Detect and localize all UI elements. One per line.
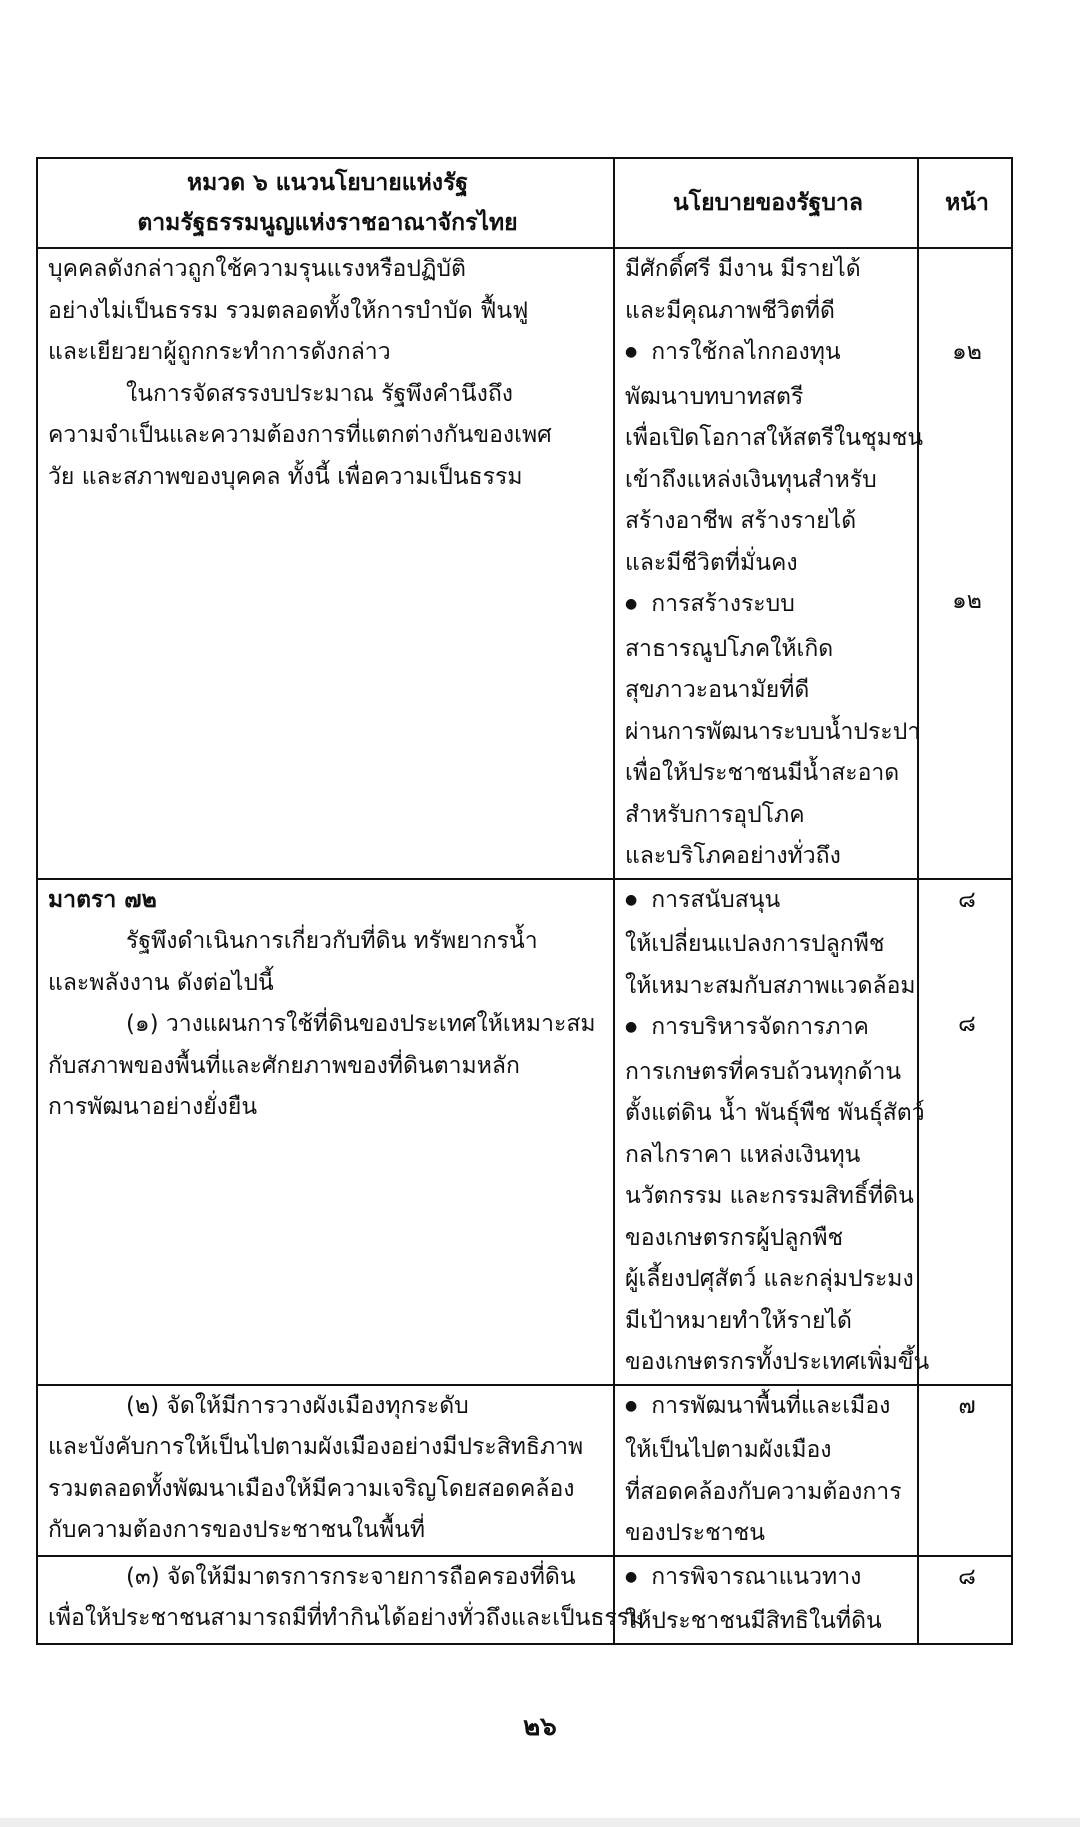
text-line: กลไกราคา แหล่งเงินทุน — [625, 1141, 861, 1168]
text-line: ให้เป็นไปตามผังเมือง — [625, 1437, 832, 1463]
constitution-cell — [37, 879, 614, 1385]
text-line: วัย และสภาพของบุคคล ทั้งนี้ เพื่อความเป็นธรรม — [48, 463, 523, 490]
text-line: ความจำเป็นและความต้องการที่แตกต่างกันของเพศ — [48, 422, 552, 448]
text-line: ให้เหมาะสมกับสภาพแวดล้อม — [625, 972, 916, 999]
page-ref: ๘ — [958, 886, 976, 913]
text-line: สำหรับการอุปโภค — [625, 801, 805, 828]
text-line: รัฐพึงดำเนินการเกี่ยวกับที่ดิน ทรัพยากรน้ำ — [126, 928, 538, 954]
header-policy: นโยบายของรัฐบาล — [614, 158, 918, 248]
text-line: ผ่านการพัฒนาระบบน้ำประปา — [625, 718, 921, 745]
policy-table — [36, 157, 1013, 1645]
text-line: มีศักดิ์ศรี มีงาน มีรายได้ — [625, 256, 861, 282]
bullet-item: ● การพัฒนาพื้นที่และเมือง — [625, 1386, 911, 1431]
text-line: สร้างอาชีพ สร้างรายได้ — [625, 508, 857, 534]
text-line: และมีคุณภาพชีวิตที่ดี — [625, 297, 835, 324]
text-line: เพื่อให้ประชาชนสามารถมีที่ทำกินได้อย่างทั่วถึงและเป็นธรรม — [48, 1605, 645, 1631]
page-ref: ๘ — [958, 1011, 976, 1037]
header-col1-line1: หมวด ๖ แนวนโยบายแห่งรัฐ — [186, 170, 469, 196]
text-line: อย่างไม่เป็นธรรม รวมตลอดทั้งให้การบำบัด ฟื้นฟู — [48, 297, 529, 324]
text-line: และบังคับการให้เป็นไปตามผังเมืองอย่างมีประสิทธิภาพ — [48, 1434, 584, 1460]
header-page: หน้า — [918, 158, 1012, 248]
constitution-cell — [37, 248, 614, 879]
text-line: นวัตกรรม และกรรมสิทธิ์ที่ดิน — [625, 1183, 914, 1209]
page-ref-cell — [918, 879, 1012, 1385]
text-line: มีเป้าหมายทำให้รายได้ — [625, 1307, 852, 1334]
table-row — [37, 879, 1012, 1385]
page-number: ๒๖ — [523, 1712, 557, 1742]
text-line: ของประชาชน — [625, 1520, 765, 1546]
header-constitution — [37, 158, 614, 248]
text-line: ผู้เลี้ยงปศุสัตว์ และกลุ่มประมง — [625, 1266, 914, 1292]
bullet-item: ● การใช้กลไกกองทุน — [625, 332, 911, 377]
text-line: สุขภาวะอนามัยที่ดี — [625, 677, 810, 703]
text-line: การเกษตรที่ครบถ้วนทุกด้าน — [625, 1058, 902, 1085]
bullet-item: ● การสนับสนุน — [625, 880, 911, 925]
policy-cell — [614, 1385, 918, 1556]
text-line: สาธารณูปโภคให้เกิด — [625, 635, 834, 662]
text-line: และพลังงาน ดังต่อไปนี้ — [48, 969, 274, 996]
text-line: ของเกษตรกรทั้งประเทศเพิ่มขึ้น — [625, 1349, 930, 1375]
text-line: รวมตลอดทั้งพัฒนาเมืองให้มีความเจริญโดยสอดคล้อง — [48, 1475, 575, 1502]
page-ref-cell — [918, 248, 1012, 879]
page-ref: ๑๒ — [952, 339, 982, 365]
text-line: การพัฒนาอย่างยั่งยืน — [48, 1094, 258, 1120]
text-line: บุคคลดังกล่าวถูกใช้ความรุนแรงหรือปฏิบัติ — [48, 256, 466, 282]
text-line: เพื่อเปิดโอกาสให้สตรีในชุมชน — [625, 425, 924, 451]
text-line: และมีชีวิตที่มั่นคง — [625, 549, 798, 576]
policy-cell — [614, 879, 930, 1385]
policy-cell — [614, 1556, 918, 1644]
table-row — [37, 1556, 1012, 1644]
text-line: และบริโภคอย่างทั่วถึง — [625, 843, 841, 869]
text-line: ของเกษตรกรผู้ปลูกพืช — [625, 1224, 844, 1251]
text-line: ที่สอดคล้องกับความต้องการ — [625, 1478, 902, 1505]
text-line: ตั้งแต่ดิน น้ำ พันธุ์พืช พันธุ์สัตว์ — [625, 1100, 925, 1126]
text-line: กับความต้องการของประชาชนในพื้นที่ — [48, 1517, 426, 1543]
text-line: (๑) วางแผนการใช้ที่ดินของประเทศให้เหมาะสม — [126, 1011, 596, 1037]
text-line: ให้ประชาชนมีสิทธิในที่ดิน — [625, 1608, 882, 1634]
text-line: (๓) จัดให้มีมาตรการกระจายการถือครองที่ดิน — [126, 1563, 576, 1590]
page-ref: ๘ — [958, 1563, 976, 1590]
text-line: พัฒนาบทบาทสตรี — [625, 383, 804, 410]
policy-cell — [614, 248, 924, 879]
bullet-item: ● การสร้างระบบ — [625, 584, 911, 629]
text-line: ให้เปลี่ยนแปลงการปลูกพืช — [625, 931, 885, 957]
table-row — [37, 248, 1012, 879]
page-ref-cell — [918, 1385, 1012, 1556]
bullet-item: ● การพิจารณาแนวทาง — [625, 1557, 911, 1602]
constitution-cell — [37, 1385, 614, 1556]
section-heading: มาตรา ๗๒ — [48, 886, 157, 913]
page-ref: ๗ — [958, 1392, 976, 1419]
page-bottom-edge — [0, 1818, 1080, 1827]
text-line: กับสภาพของพื้นที่และศักยภาพของที่ดินตามหลัก — [48, 1052, 520, 1079]
text-line: (๒) จัดให้มีการวางผังเมืองทุกระดับ — [126, 1392, 469, 1419]
text-line: และเยียวยาผู้ถูกกระทำการดังกล่าว — [48, 339, 391, 365]
bullet-item: ● การบริหารจัดการภาค — [625, 1007, 911, 1052]
text-line: ในการจัดสรรงบประมาณ รัฐพึงคำนึงถึง — [126, 380, 514, 407]
header-col1-line2: ตามรัฐธรรมนูญแห่งราชอาณาจักรไทย — [137, 210, 518, 236]
text-line: เข้าถึงแหล่งเงินทุนสำหรับ — [625, 466, 877, 493]
constitution-cell — [37, 1556, 645, 1644]
table-header-row — [37, 158, 1012, 248]
page-ref-cell — [918, 1556, 1012, 1644]
text-line: เพื่อให้ประชาชนมีน้ำสะอาด — [625, 760, 900, 786]
page-ref: ๑๒ — [952, 588, 982, 614]
table-row — [37, 1385, 1012, 1556]
